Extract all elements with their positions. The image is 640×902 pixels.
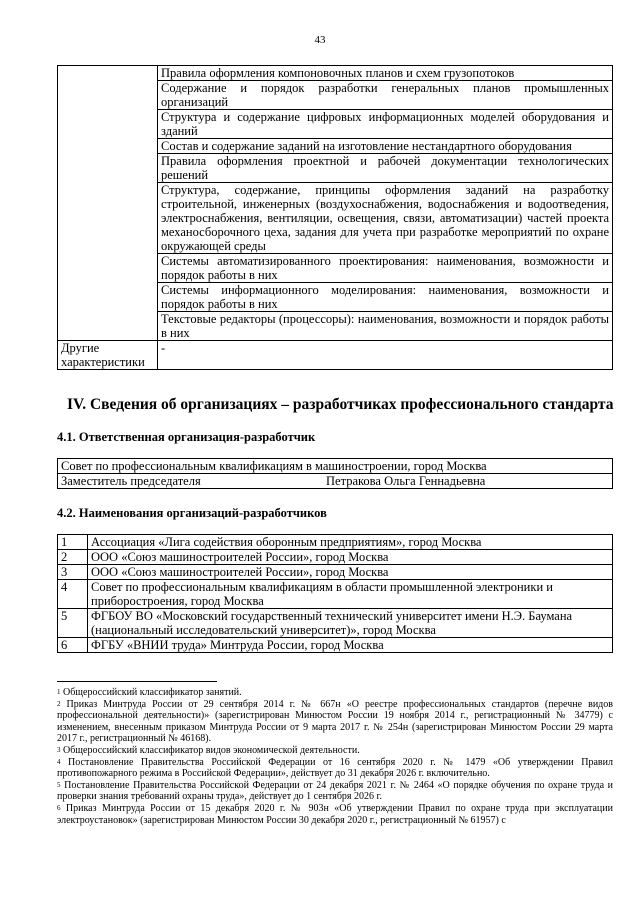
footnote: $^5$ Постановление Правительства Российской Федерации от 24 декабря 2021 г. № 2464 «О порядке обучения по охране труда и проверки знания требований охраны труда», действует до 1 сентября 2026 г.: [57, 779, 613, 803]
footnotes: [57, 687, 613, 826]
responsible-person-line: [61, 474, 609, 488]
table-row: [58, 550, 613, 565]
page-number: 43: [314, 34, 326, 46]
section-heading: IV. Сведения об организациях – разработчиках профессионального стандарта: [67, 396, 614, 413]
knowledge-cell: [158, 81, 613, 110]
footnote: $^3$ Общероссийский классификатор видов экономической деятельности.: [57, 744, 360, 756]
org-number: 3: [58, 565, 88, 580]
responsible-person: Петракова Ольга Геннадьевна: [326, 474, 486, 488]
org-number: 1: [58, 535, 88, 550]
table-row: [58, 341, 613, 370]
knowledge-cell: [158, 283, 613, 312]
knowledge-item: Структура и содержание цифровых информационных моделей оборудования и зданий: [161, 110, 609, 138]
responsible-org-table: [57, 458, 613, 489]
row-label-cell: [58, 66, 158, 341]
footnote: $^6$ Приказ Минтруда России от 15 декабря 2020 г. № 903н «Об утверждении Правил по охране труда при эксплуатации электроустановок» (зарегистрирован Минюстом России 30 декабря 2020 г., регистрационный № 61957) с: [57, 802, 613, 826]
table-row: [58, 638, 613, 653]
subsection-heading-4-1: 4.1. Ответственная организация-разработчик: [57, 430, 316, 444]
knowledge-cell: [158, 139, 613, 154]
responsible-org-name: Совет по профессиональным квалификациям в машиностроении, город Москва: [58, 459, 613, 474]
footnote: $^4$ Постановление Правительства Российской Федерации от 16 сентября 2020 г. № 1479 «Об утверждении Правил противопожарного режима в Российской Федерации», действует до 31 декабря 2026 г. включительно.: [57, 756, 614, 780]
table-row: [58, 565, 613, 580]
knowledge-cell: [158, 66, 613, 81]
table-row: [58, 459, 613, 474]
table-row: [58, 609, 613, 638]
table-row: [58, 535, 613, 550]
subsection-heading-4-2: 4.2. Наименования организаций-разработчиков: [57, 506, 327, 520]
knowledge-item: Правила оформления проектной и рабочей документации технологических решений: [161, 154, 609, 182]
org-number: 6: [58, 638, 88, 653]
knowledge-item: Содержание и порядок разработки генеральных планов промышленных организаций: [161, 81, 609, 109]
knowledge-item: Правила оформления компоновочных планов и схем грузопотоков: [161, 66, 515, 80]
knowledge-cell: [158, 154, 613, 183]
org-number: 5: [58, 609, 88, 638]
knowledge-item: Структура, содержание, принципы оформления заданий на разработку строительной, инженерных (воздухоснабжения, водоснабжения и водоотведения, электроснабжения, вентиляции, освещения, связи, автоматизации) частей проекта механосборочного цеха, задания для учета при разработке мероприятий по охране окружающей среды: [161, 183, 609, 253]
footnote: $^1$ Общероссийский классификатор занятий.: [57, 687, 242, 698]
footnote-separator: [57, 681, 217, 682]
org-name: ООО «Союз машиностроителей России», город Москва: [88, 550, 613, 565]
knowledge-cell: [158, 183, 613, 254]
table-row: [58, 580, 613, 609]
org-name: Ассоциация «Лига содействия оборонным предприятиям», город Москва: [88, 535, 613, 550]
org-name: ФГБОУ ВО «Московский государственный технический университет имени Н.Э. Баумана (национальный исследовательский университет)», город Москва: [88, 609, 613, 638]
knowledge-cell: [158, 254, 613, 283]
org-number: 4: [58, 580, 88, 609]
org-name: Совет по профессиональным квалификациям в области промышленной электроники и приборостроения, город Москва: [88, 580, 613, 609]
org-number: 2: [58, 550, 88, 565]
knowledge-cell: [158, 312, 613, 341]
table-row: [58, 474, 613, 489]
knowledge-table: [57, 65, 613, 370]
org-name: ООО «Союз машиностроителей России», город Москва: [88, 565, 613, 580]
other-characteristics-value: -: [158, 341, 613, 370]
knowledge-item: Состав и содержание заданий на изготовление нестандартного оборудования: [161, 139, 572, 153]
table-row: [58, 66, 613, 81]
footnote: $^2$ Приказ Минтруда России от 29 сентября 2014 г. № 667н «О реестре профессиональных стандартов (перечне видов профессиональной деятельности)» (зарегистрирован Минюстом России 19 ноября 2014 г., регистрационный № 34779) с изменением, внесенным приказом Минтруда России от 9 марта 2017 г. № 254н (зарегистрирован Минюстом России 29 марта 2017 г., регистрационный № 46168).: [57, 698, 613, 745]
knowledge-item: Текстовые редакторы (процессоры): наименования, возможности и порядок работы в них: [161, 312, 609, 340]
knowledge-item: Системы автоматизированного проектирования: наименования, возможности и порядок работы в них: [161, 254, 609, 282]
responsible-person-cell: [58, 474, 613, 489]
developer-orgs-table: [57, 534, 613, 653]
responsible-role: Заместитель председателя: [61, 474, 201, 488]
knowledge-cell: [158, 110, 613, 139]
other-characteristics-label: Другие характеристики: [58, 341, 158, 370]
knowledge-item: Системы информационного моделирования: наименования, возможности и порядок работы в них: [161, 283, 609, 311]
org-name: ФГБУ «ВНИИ труда» Минтруда России, город Москва: [88, 638, 613, 653]
